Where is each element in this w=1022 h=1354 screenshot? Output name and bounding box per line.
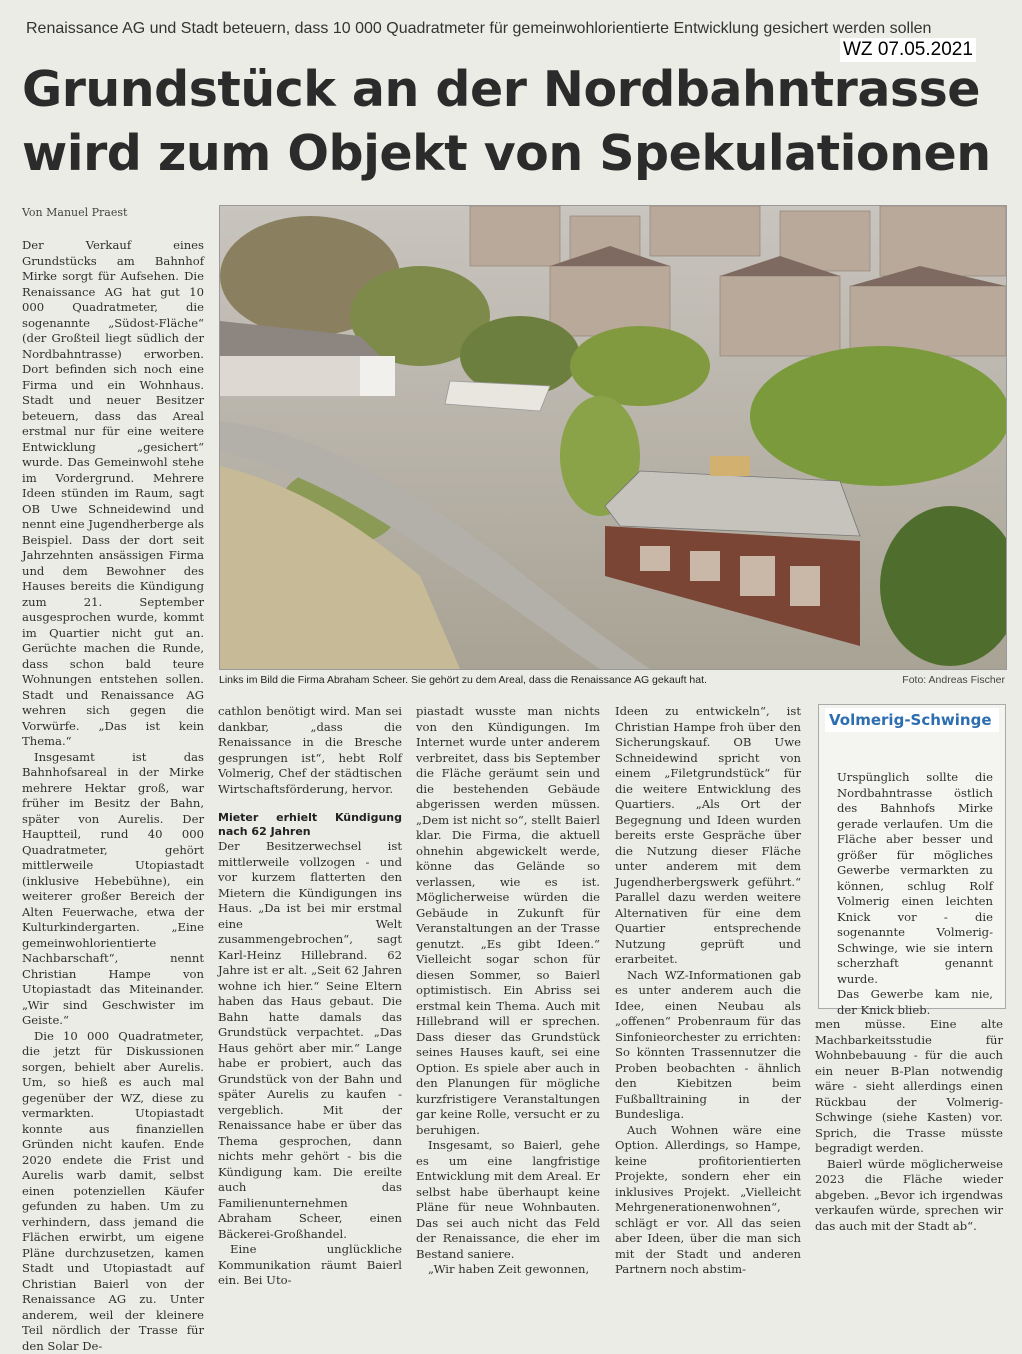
aerial-photo-illustration bbox=[220, 206, 1006, 669]
info-box-paragraph: Urspünglich sollte die Nordbahntrasse östlich des Bahnhofs Mirke gerade verlaufen. Um die Fläche aber besser und größer für mögliches Gewerbe vermarkten zu können, schlug Rolf Volmerig einen leichten Knick vor - die sogenannte Volmerig-Schwinge, wie sie intern scherzhaft genannt wurde. bbox=[837, 770, 993, 986]
aerial-photo bbox=[219, 205, 1007, 670]
column-4 bbox=[615, 704, 801, 1278]
paragraph: Eine unglückliche Kommunikation räumt Baierl ein. Bei Uto- bbox=[218, 1242, 402, 1289]
paragraph: Insgesamt ist das Bahnhofsareal in der Mirke mehrere Hektar groß, war früher im Besitz der Bahn, später von Aurelis. Der Hauptteil, rund 40 000 Quadratmeter, gehört mittlerweile Utopiastadt (inklusive Hebebühne), ein weiterer großer Bereich der Alten Feuerwache, etwa der Kulturkindergarten. „Eine gemeinwohlorientierte Nachbarschaft“, nennt Christian Hampe von Utopiastadt das Miteinander. „Wir sind Geschwister im Geiste.“ bbox=[22, 750, 204, 1029]
paragraph: Ideen zu entwickeln“, ist Christian Hampe froh über den Sicherungskauf. OB Uwe Schneidewind spricht von einem „Filetgrundstück“ für die weitere Entwicklung des Quartiers. „Als Ort der Begegnung und Ideen wurden bereits erste Gespräche über die Nutzung dieser Fläche unter anderem mit dem Jugendherbergswerk geführt.“ Parallel dazu werden weitere Alternativen für eine dem Quartier entsprechende Nutzung geprüft und erarbeitet. bbox=[615, 704, 801, 968]
photo-credit: Foto: Andreas Fischer bbox=[902, 674, 1005, 686]
info-box bbox=[818, 704, 1006, 1009]
paragraph: piastadt wusste man nichts von den Kündigungen. Im Internet wurde unter anderem verbreitet, dass bis September die Fläche geräumt sein und die bestehenden Gebäude abgerissen werden müssen. „Dem ist nicht so“, stellt Baierl klar. Die Firma, die aktuell ohnehin abgewickelt werde, könne das Gelände so verlassen, wie es ist. Möglicherweise würden die Gebäude in Zukunft für Veranstaltungen an der Trasse genutzt. „Es gibt Ideen.“ Vielleicht sogar schon für diesen Sommer, so Baierl optimistisch. Ein Abriss sei erstmal kein Thema. Auch mit Hillebrand will er sprechen. Dass dieser das Grundstück seines Hauses kauft, sei eine Option. Es spiele aber auch in den Planungen für mögliche kurzfristigere Veranstaltungen gar keine Rolle, versucht er zu beruhigen. bbox=[416, 704, 600, 1138]
paragraph: Baierl würde möglicherweise 2023 die Fläche wieder abgeben. „Bevor ich irgendwas verkaufen würde, sprechen wir das auch mit der Stadt ab“. bbox=[815, 1157, 1003, 1235]
article-headline: Grundstück an der Nordbahntrasse wird zum Objekt von Spekulationen bbox=[22, 58, 1002, 186]
column-3 bbox=[416, 704, 600, 1278]
byline: Von Manuel Praest bbox=[22, 206, 127, 219]
info-box-paragraph: Das Gewerbe kam nie, der Knick blieb. bbox=[837, 987, 993, 1017]
paragraph: Insgesamt, so Baierl, gehe es um eine langfristige Entwicklung mit dem Areal. Er selbst habe überhaupt keine Pläne für neue Wohnbauten. Das sei auch nicht das Feld der Renaissance, die eher im Bestand saniere. bbox=[416, 1138, 600, 1262]
paragraph: Nach WZ-Informationen gab es unter anderem auch die Idee, einen Neubau als „offenen“ Probenraum für das Sinfonieorchester zu errichten: So könnten Trassennutzer die Proben beobachten - ähnlich den Kiebitzen beim Fußballtraining in der Bundesliga. bbox=[615, 968, 801, 1123]
info-box-title: Volmerig-Schwinge bbox=[825, 708, 999, 732]
photo-caption bbox=[219, 674, 1005, 686]
paragraph: „Wir haben Zeit gewonnen, bbox=[416, 1262, 600, 1278]
paragraph: men müsse. Eine alte Machbarkeitsstudie für Wohnbebauung - für die auch ein neuer B-Plan notwendig wäre - sieht allerdings einen Rückbau der Volmerig-Schwinge (siehe Kasten) vor. Sprich, die Trasse müsste begradigt werden. bbox=[815, 1017, 1003, 1157]
paragraph: cathlon benötigt wird. Man sei dankbar, „dass die Renaissance in die Bresche gesprungen ist“, hebt Rolf Volmerig, Chef der städtischen Wirtschaftsförderung, hervor. bbox=[218, 704, 402, 797]
paragraph: Der Besitzerwechsel ist mittlerweile vollzogen - und vor kurzem flatterten den Mietern die Kündigungen ins Haus. „Da ist bei mir erstmal eine Welt zusammengebrochen“, sagt Karl-Heinz Hillebrand. 62 Jahre ist er alt. „Seit 62 Jahren wohne ich hier.“ Seine Eltern haben das Haus gebaut. Die Bahn hatte damals das Grundstück verpachtet. „Das Haus gehört aber mir.“ Lange habe er probiert, auch das Grundstück von der Bahn und später Aurelis zu kaufen - vergeblich. Mit der Renaissance habe er über das Thema gesprochen, dann nichts mehr gehört - bis die Kündigung kam. Die ereilte auch das Familienunternehmen Abraham Scheer, einen Bäckerei-Großhandel. bbox=[218, 839, 402, 1242]
paragraph: Der Verkauf eines Grundstücks am Bahnhof Mirke sorgt für Aufsehen. Die Renaissance AG hat gut 10 000 Quadratmeter, die sogenannte „Südost-Fläche“ (der Großteil liegt südlich der Nordbahntrasse) erworben. Dort befinden sich noch eine Firma und ein Wohnhaus. Stadt und neuer Besitzer beteuern, dass das Areal erstmal nur für eine weitere Entwicklung „gesichert“ wurde. Das Gemeinwohl stehe im Vordergrund. Mehrere Ideen stünden im Raum, sagt OB Uwe Schneidewind und nennt eine Jugendherberge als Beispiel. Dass der dort seit Jahrzehnten ansässigen Firma und dem Bewohner des Hauses bereits die Kündigung zum 21. September ausgesprochen wurde, kommt im Quartier nicht gut an. Gerüchte machen die Runde, dass schon bald teure Wohnungen entstehen sollen. Stadt und Renaissance AG wehren sich gegen die Vorwürfe. „Das ist kein Thema.“ bbox=[22, 238, 204, 750]
column-2 bbox=[218, 704, 402, 1289]
paragraph: Auch Wohnen wäre eine Option. Allerdings, so Hampe, keine profitorientierten Projekte, sondern eher ein inklusives Projekt. „Vielleicht Mehrgenerationenwohnen“, schlägt er vor. All das seien aber Ideen, über die man sich mit der Stadt und anderen Partnern noch abstim- bbox=[615, 1123, 801, 1278]
info-box-text bbox=[837, 770, 993, 1018]
column-1 bbox=[22, 238, 204, 1354]
date-stamp: WZ 07.05.2021 bbox=[840, 38, 976, 62]
paragraph: Die 10 000 Quadratmeter, die jetzt für Diskussionen sorgen, behielt aber Aurelis. Um, so hieß es auch mal gegenüber der WZ, diese zu vermarkten. Utopiastadt konnte aus finanziellen Gründen nicht kaufen. Ende 2020 endete die Frist und Aurelis warb damit, selbst einen potenziellen Käufer gefunden zu haben. Um zu verhindern, dass jemand die Flächen erwirbt, um eigene Pläne durchzusetzen, kamen Stadt und Utopiastadt auf Christian Baierl von der Renaissance AG zu. Unter anderem, weil der kleinere Teil nördlich der Trasse für den Solar De- bbox=[22, 1029, 204, 1354]
caption-text: Links im Bild die Firma Abraham Scheer. Sie gehört zu dem Areal, dass die Renaissance AG gekauft hat. bbox=[219, 674, 707, 686]
article-kicker: Renaissance AG und Stadt beteuern, dass 10 000 Quadratmeter für gemeinwohlorientierte Entwicklung gesichert werden sollen bbox=[26, 20, 1001, 38]
column-5 bbox=[815, 1017, 1003, 1234]
subheading: Mieter erhielt Kündigung nach 62 Jahren bbox=[218, 811, 402, 839]
